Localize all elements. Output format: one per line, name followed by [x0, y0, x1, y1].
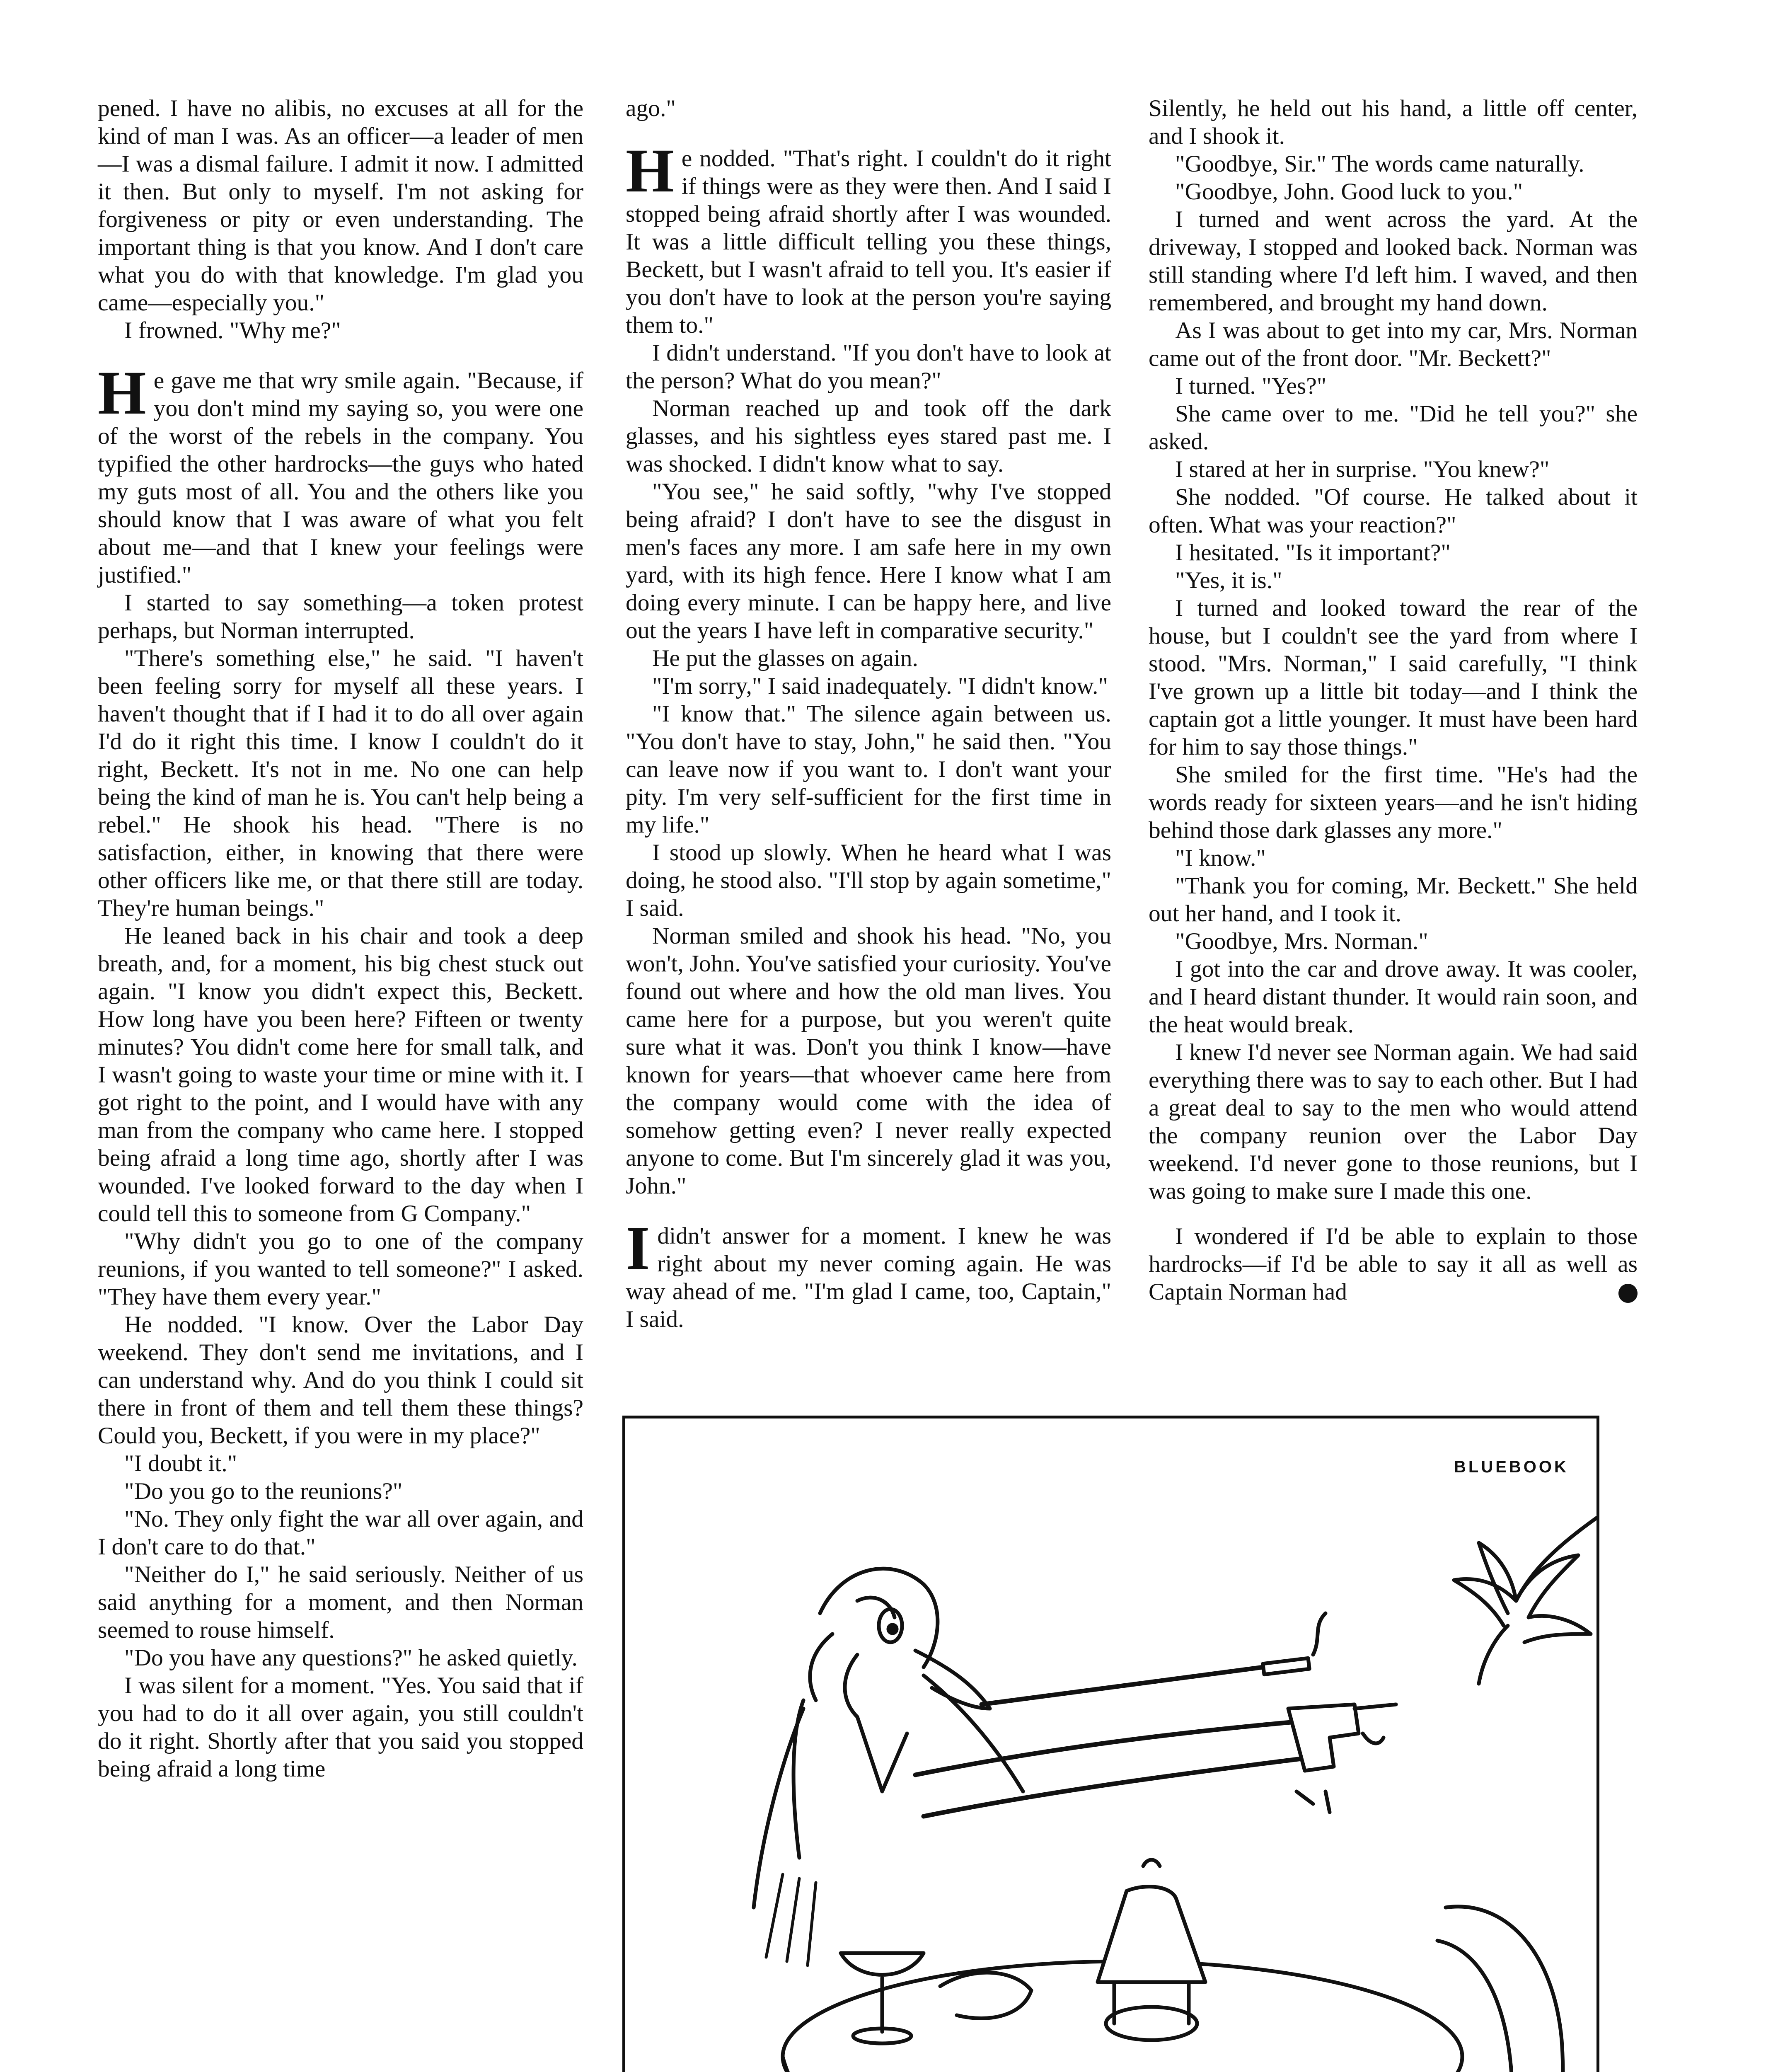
paragraph: [98, 94, 583, 317]
paragraph-text: "I'm sorry," I said inadequately. "I didn't know.": [652, 673, 1108, 699]
paragraph-text: I stared at her in surprise. "You knew?": [1175, 456, 1550, 482]
paragraph: [626, 922, 1111, 1200]
paragraph: [98, 1311, 583, 1450]
paragraph-text: I wondered if I'd be able to explain to those hardrocks—if I'd be able to say it all as well as Captain Norman had: [1149, 1223, 1638, 1305]
paragraph: [1149, 483, 1638, 539]
paragraph: [98, 644, 583, 922]
paragraph: [98, 1450, 583, 1477]
paragraph-text: pened. I have no alibis, no excuses at all for the kind of man I was. As an officer—a leader of men—I was a dismal failure. I admit it now. I admitted it then. But only to myself. I'm not asking for forgiveness or pity or even understanding. The important thing is that you know. And I don't care what you do with that knowledge. I'm glad you came—especially you.": [98, 95, 583, 316]
text-column-3: [1149, 94, 1638, 1306]
paragraph-text: "Goodbye, Sir." The words came naturally.: [1175, 151, 1584, 177]
paragraph: [626, 395, 1111, 478]
paragraph-text: She came over to me. "Did he tell you?" she asked.: [1149, 401, 1638, 455]
paragraph: [1149, 150, 1638, 178]
paragraph: [626, 1214, 1111, 1333]
end-mark: [1618, 1284, 1638, 1303]
paragraph-text: I was silent for a moment. "Yes. You said that if you had to do it all over again, you still couldn't do it right. Shortly after that you said you stopped being afraid a long time: [98, 1673, 583, 1782]
paragraph-text: "Goodbye, Mrs. Norman.": [1175, 928, 1428, 954]
paragraph-text: "I know.": [1175, 845, 1266, 871]
paragraph: [1149, 594, 1638, 761]
paragraph: [1149, 955, 1638, 1038]
paragraph: [98, 1644, 583, 1672]
paragraph-text: He leaned back in his chair and took a deep breath, and, for a moment, his big chest stuck out again. "I know you didn't expect this, Beckett. How long have you been here? Fifteen or twenty minutes? You didn't come here for small talk, and I wasn't going to waste your time or mine with it. I got right to the point, and I would have with any man from the company who came here. I stopped being afraid a long time ago, shortly after I was wounded. I've looked forward to the day when I could tell this to someone from G Company.": [98, 923, 583, 1227]
cartoon-panel: [622, 1416, 1599, 2072]
paragraph: [1149, 872, 1638, 927]
paragraph-text: Silently, he held out his hand, a little off center, and I shook it.: [1149, 95, 1638, 149]
paragraph-text: "I doubt it.": [124, 1450, 237, 1477]
paragraph: [1149, 761, 1638, 844]
cartoon-credit: BLUEBOOK: [1454, 1458, 1569, 1476]
paragraph-text: I didn't understand. "If you don't have to look at the person? What do you mean?": [626, 340, 1111, 394]
paragraph: [98, 589, 583, 644]
paragraph: [98, 1477, 583, 1505]
drop-cap: I: [626, 1214, 650, 1283]
paragraph-text: e nodded. "That's right. I couldn't do it right if things were as they were then. And I said I stopped being afraid shortly after I was wounded. It was a little difficult telling you these things, Beckett, but I wasn't afraid to tell you. It's easier if you don't have to look at the person you're saying them to.": [626, 145, 1111, 338]
paragraph: [626, 478, 1111, 644]
paragraph-text: "Goodbye, John. Good luck to you.": [1175, 179, 1523, 205]
paragraph-text: "Why didn't you go to one of the company reunions, if you wanted to tell someone?" I asked. "They have them every year.": [98, 1228, 583, 1310]
drop-cap: H: [98, 358, 146, 427]
paragraph-text: I turned. "Yes?": [1175, 373, 1327, 399]
paragraph: [1149, 94, 1638, 150]
paragraph-text: He nodded. "I know. Over the Labor Day weekend. They don't send me invitations, and I can understand why. And do you think I could sit there in front of them and tell them these things? Could you, Beckett, if you were in my place?": [98, 1312, 583, 1449]
paragraph-text: I knew I'd never see Norman again. We had said everything there was to say to each other. But I had a great deal to say to the men who would attend the company reunion over the Labor Day weekend. I'd never gone to those reunions, but I was going to make sure I made this one.: [1149, 1039, 1638, 1204]
paragraph: [98, 358, 583, 589]
paragraph: [1149, 400, 1638, 455]
paragraph: [98, 1505, 583, 1561]
drop-cap: H: [626, 136, 674, 205]
paragraph-text: "I know that." The silence again between us. "You don't have to stay, John," he said then. "You can leave now if you want to. I don't want your pity. I'm very self-sufficient for the first time in my life.": [626, 701, 1111, 838]
paragraph: [98, 1672, 583, 1783]
paragraph: [1149, 372, 1638, 400]
paragraph: [98, 1561, 583, 1644]
paragraph-text: "Yes, it is.": [1175, 567, 1282, 593]
paragraph-text: e gave me that wry smile again. "Because, if you don't mind my saying so, you were one of the worst of the rebels in the company. You typified the other hardrocks—the guys who hated my guts most of all. You and the others like you should know that I was aware of what you felt about me—and that I knew your feelings were justified.": [98, 368, 583, 588]
paragraph: [1149, 844, 1638, 872]
paragraph: [626, 94, 1111, 122]
paragraph-text: "Neither do I," he said seriously. Neither of us said anything for a moment, and then Norman seemed to rouse himself.: [98, 1561, 583, 1643]
paragraph-text: "You see," he said softly, "why I've stopped being afraid? I don't have to see the disgust in men's faces any more. I am safe here in my own yard, with its high fence. Here I know what I am doing every minute. I can be happy here, and live out the years I have left in comparative security.": [626, 479, 1111, 644]
paragraph: [626, 644, 1111, 672]
paragraph: [98, 317, 583, 344]
paragraph-text: As I was about to get into my car, Mrs. Norman came out of the front door. "Mr. Beckett?": [1149, 317, 1638, 371]
paragraph-text: I stood up slowly. When he heard what I was doing, he stood also. "I'll stop by again sometime," I said.: [626, 840, 1111, 921]
paragraph-text: I turned and went across the yard. At the driveway, I stopped and looked back. Norman was still standing where I'd left him. I waved, and then remembered, and brought my hand down.: [1149, 206, 1638, 316]
paragraph-text: "Do you have any questions?" he asked quietly.: [124, 1645, 578, 1671]
paragraph-text: She smiled for the first time. "He's had the words ready for sixteen years—and he isn't hiding behind those dark glasses any more.": [1149, 762, 1638, 843]
paragraph: [1149, 455, 1638, 483]
paragraph-text: I turned and looked toward the rear of the house, but I couldn't see the yard from where I stood. "Mrs. Norman," I said carefully, "I think I've grown up a little bit today—and I think the captain got a little younger. It must have been hard for him to say those things.": [1149, 595, 1638, 760]
paragraph: [626, 672, 1111, 700]
paragraph-text: ago.": [626, 95, 676, 121]
text-column-1: [98, 94, 583, 1783]
paragraph: [98, 922, 583, 1227]
paragraph: [1149, 1038, 1638, 1205]
paragraph-text: "No. They only fight the war all over again, and I don't care to do that.": [98, 1506, 583, 1560]
paragraph: [1149, 1222, 1638, 1306]
paragraph: [626, 700, 1111, 839]
paragraph: [626, 339, 1111, 395]
paragraph-text: He put the glasses on again.: [652, 645, 918, 671]
paragraph-text: "Do you go to the reunions?": [124, 1478, 403, 1504]
paragraph-text: I started to say something—a token protest perhaps, but Norman interrupted.: [98, 590, 583, 644]
paragraph-text: Norman smiled and shook his head. "No, you won't, John. You've satisfied your curiosity. You've found out where and how the old man lives. You came here for a purpose, but you weren't quite sure what it was. Don't you think I know—have known for years—that whoever came here from the company would come with the idea of somehow getting even? I never really expected anyone to come. But I'm sincerely glad it was you, John.": [626, 923, 1111, 1199]
paragraph-text: didn't answer for a moment. I knew he was right about my never coming again. He was way ahead of me. "I'm glad I came, too, Captain," I said.: [626, 1223, 1111, 1332]
cartoon-drawing: [625, 1418, 1596, 2072]
paragraph: [1149, 317, 1638, 372]
paragraph-text: "There's something else," he said. "I haven't been feeling sorry for myself all these years. I haven't thought that if I had it to do all over again I'd do it right this time. I know I couldn't do it right, Beckett. It's not in me. No one can help being the kind of man he is. You can't help being a rebel." He shook his head. "There is no satisfaction, either, in knowing that there were other officers like me, or that there still are today. They're human beings.": [98, 645, 583, 921]
paragraph: [1149, 927, 1638, 955]
text-column-2: [626, 94, 1111, 1333]
paragraph: [98, 1227, 583, 1311]
paragraph: [1149, 178, 1638, 206]
paragraph-text: "Thank you for coming, Mr. Beckett." She held out her hand, and I took it.: [1149, 873, 1638, 927]
paragraph: [1149, 539, 1638, 566]
paragraph-text: I hesitated. "Is it important?": [1175, 540, 1451, 566]
paragraph: [626, 136, 1111, 339]
paragraph-text: I frowned. "Why me?": [124, 317, 341, 344]
paragraph: [1149, 566, 1638, 594]
paragraph-text: She nodded. "Of course. He talked about it often. What was your reaction?": [1149, 484, 1638, 538]
paragraph: [626, 839, 1111, 922]
paragraph-text: I got into the car and drove away. It was cooler, and I heard distant thunder. It would rain soon, and the heat would break.: [1149, 956, 1638, 1038]
paragraph-text: Norman reached up and took off the dark glasses, and his sightless eyes stared past me. I was shocked. I didn't know what to say.: [626, 395, 1111, 477]
paragraph: [1149, 206, 1638, 317]
